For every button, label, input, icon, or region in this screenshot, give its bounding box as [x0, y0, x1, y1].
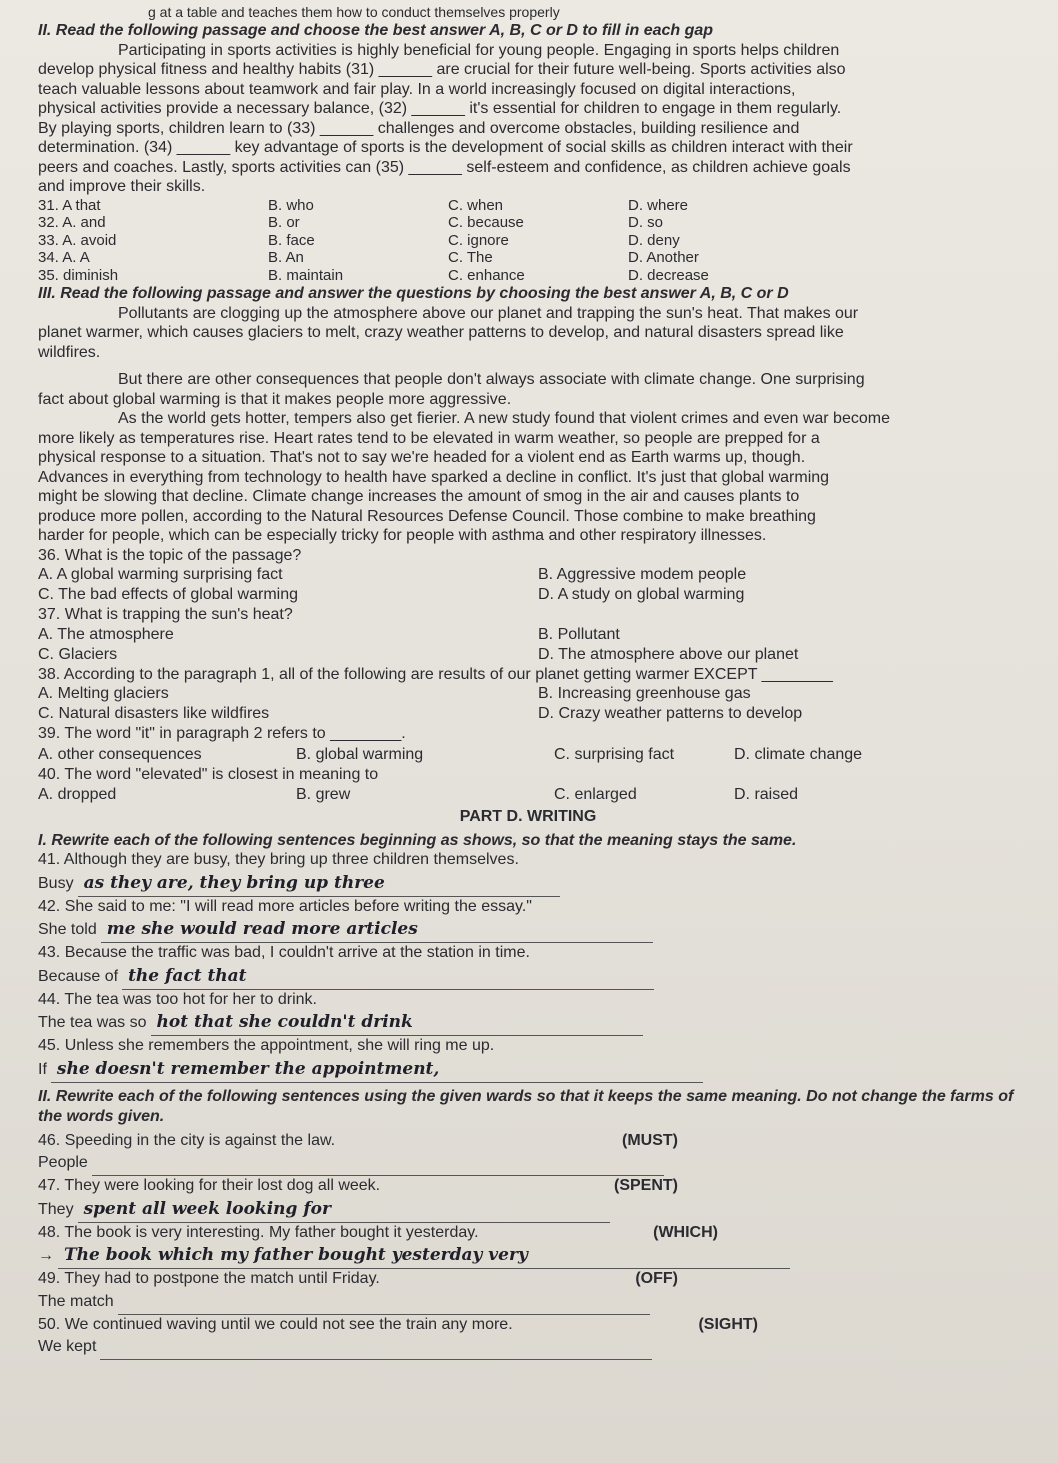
- option: 34. A. A: [38, 249, 90, 266]
- part2-options: [38, 197, 1018, 285]
- answer-option: C. The bad effects of global warming: [38, 586, 298, 603]
- rewrite-question: 41. Although they are busy, they bring up three children themselves.: [38, 851, 519, 868]
- option: 35. diminish: [38, 266, 119, 284]
- part2-instruction: II. Read the following passage and choose the best answer A, B, C or D to fill in each gap: [38, 22, 714, 39]
- answer-option: B. Aggressive modem people: [538, 566, 747, 583]
- question-text: 40. The word "elevated" is closest in meaning to: [38, 765, 379, 783]
- passage-line: peers and coaches. Lastly, sports activities can (35) ______ self-esteem and confidence, as children achieve goals: [38, 158, 851, 176]
- question-39: [38, 724, 1018, 765]
- keyword: (SIGHT): [698, 1315, 758, 1333]
- rewrite-question: 47. They were looking for their lost dog all week.: [38, 1177, 381, 1194]
- rewrite-question: 48. The book is very interesting. My father bought it yesterday.: [38, 1223, 479, 1241]
- passage-line: harder for people, which can be especially tricky for people with asthma and other respiratory illnesses.: [38, 527, 767, 544]
- answer-option: C. surprising fact: [554, 745, 675, 763]
- option-row: [38, 249, 1018, 267]
- option: C. enhance: [448, 266, 525, 284]
- option: B. who: [268, 196, 314, 214]
- rewrite-49: [38, 1269, 1018, 1315]
- rewrite-question: 44. The tea was too hot for her to drink.: [38, 990, 317, 1008]
- rewrite-46: [38, 1131, 1018, 1177]
- option: D. decrease: [628, 266, 709, 284]
- keyword: (MUST): [622, 1131, 678, 1149]
- rewrite-start: If: [38, 1060, 47, 1078]
- rewrite-42: [38, 897, 1018, 944]
- passage-line: develop physical fitness and healthy habits (31) ______ are crucial for their future well-being. Sports activities also: [38, 61, 846, 78]
- answer-option: D. The atmosphere above our planet: [538, 645, 799, 663]
- rewrite-question: 42. She said to me: "I will read more articles before writing the essay.": [38, 897, 532, 915]
- passage-line: fact about global warming is that it makes people more aggressive.: [38, 390, 512, 408]
- passage-line: determination. (34) ______ key advantage of sports is the development of social skills as children interact with their: [38, 139, 853, 156]
- passage-line: planet warmer, which causes glaciers to melt, crazy weather patterns to develop, and natural disasters spread like: [38, 324, 844, 341]
- option: B. face: [268, 231, 315, 249]
- rewrite-start: Because of: [38, 967, 119, 985]
- passage-line: Advances in everything from technology to health have sparked a decline in conflict. It's just that global warming: [38, 468, 830, 486]
- answer-option: C. Glaciers: [38, 645, 118, 663]
- writing-instruction-1: I. Rewrite each of the following sentences beginning as shows, so that the meaning stays the same.: [38, 831, 797, 849]
- answer-field[interactable]: me she would read more articles: [101, 916, 653, 943]
- answer-field[interactable]: she doesn't remember the appointment,: [51, 1056, 703, 1083]
- answer-option: A. dropped: [38, 786, 117, 803]
- option: 31. A that: [38, 196, 101, 214]
- rewrite-question: 49. They had to postpone the match until Friday.: [38, 1270, 380, 1287]
- rewrite-start: They: [38, 1200, 74, 1218]
- passage-line: more likely as temperatures rise. Heart rates tend to be elevated in warm weather, so people are prepped for a: [38, 429, 820, 447]
- passage-line: might be slowing that decline. Climate change increases the amount of smog in the air and causes plants to: [38, 488, 800, 505]
- keyword: (SPENT): [614, 1177, 678, 1194]
- answer-option: C. enlarged: [554, 786, 637, 803]
- option-row: [38, 214, 1018, 232]
- rewrite-47: [38, 1176, 1018, 1223]
- option: B. or: [268, 214, 300, 231]
- option-row: [38, 197, 1018, 215]
- part2-passage: [38, 41, 1018, 197]
- option: 33. A. avoid: [38, 231, 117, 249]
- option: 32. A. and: [38, 214, 106, 231]
- passage-line: teach valuable lessons about teamwork and fair play. In a world increasingly focused on digital interactions,: [38, 80, 796, 98]
- question-text: 38. According to the paragraph 1, all of the following are results of our planet getting warmer EXCEPT ________: [38, 665, 833, 683]
- keyword: (OFF): [635, 1270, 678, 1287]
- rewrite-50: [38, 1315, 1018, 1361]
- rewrite-start: Busy: [38, 874, 74, 892]
- rewrite-start: The match: [38, 1292, 114, 1310]
- answer-option: B. grew: [296, 786, 351, 803]
- passage-line: physical response to a situation. That's not to say we're headed for a violent end as Earth warms up, though.: [38, 449, 806, 466]
- keyword: (WHICH): [653, 1223, 718, 1241]
- option: C. The: [448, 249, 493, 266]
- answer-option: A. The atmosphere: [38, 625, 174, 643]
- rewrite-48: [38, 1223, 1018, 1270]
- rewrite-start: She told: [38, 921, 97, 938]
- rewrite-start: People: [38, 1154, 88, 1171]
- question-text: 39. The word "it" in paragraph 2 refers to ________.: [38, 725, 406, 742]
- option: D. Another: [628, 249, 699, 266]
- question-36: [38, 546, 1018, 606]
- answer-option: D. A study on global warming: [538, 586, 745, 603]
- answer-option: B. global warming: [296, 745, 424, 763]
- passage-line: But there are other consequences that people don't always associate with climate change. One surprising: [118, 371, 865, 388]
- rewrite-41: [38, 850, 1018, 897]
- answer-option: D. climate change: [734, 745, 863, 763]
- option: B. maintain: [268, 266, 344, 284]
- question-37: [38, 605, 1018, 665]
- answer-option: A. A global warming surprising fact: [38, 566, 283, 583]
- answer-option: D. Crazy weather patterns to develop: [538, 705, 803, 722]
- rewrite-45: [38, 1036, 1018, 1083]
- passage-line: wildfires.: [38, 343, 101, 361]
- rewrite-start: The tea was so: [38, 1014, 147, 1031]
- passage-line: By playing sports, children learn to (33) ______ challenges and overcome obstacles, building resilience and: [38, 119, 800, 137]
- question-text: 36. What is the topic of the passage?: [38, 546, 302, 564]
- answer-option: B. Pollutant: [538, 625, 620, 643]
- rewrite-question: 50. We continued waving until we could not see the train any more.: [38, 1315, 513, 1333]
- part3-instruction: III. Read the following passage and answer the questions by choosing the best answer A, B, C or D: [38, 285, 789, 302]
- question-38: [38, 665, 1018, 725]
- question-text: 37. What is trapping the sun's heat?: [38, 606, 293, 623]
- option: D. where: [628, 196, 689, 214]
- option: C. ignore: [448, 231, 509, 249]
- option-row: [38, 267, 1018, 285]
- answer-option: B. Increasing greenhouse gas: [538, 685, 751, 702]
- passage-line: physical activities provide a necessary balance, (32) ______ it's essential for children to engage in them regularly.: [38, 100, 842, 117]
- rewrite-question: 46. Speeding in the city is against the law.: [38, 1131, 336, 1149]
- passage-line: and improve their skills.: [38, 178, 206, 195]
- answer-option: D. raised: [734, 786, 799, 803]
- rewrite-43: [38, 943, 1018, 990]
- answer-field[interactable]: spent all week looking for: [78, 1196, 610, 1223]
- passage-line: As the world gets hotter, tempers also get fierier. A new study found that violent crimes and even war become: [118, 410, 890, 427]
- writing-instruction-2: II. Rewrite each of the following sentences using the given wards so that it keeps the same meaning. Do not change the farms of the words given.: [38, 1087, 1014, 1125]
- answer-field[interactable]: The book which my father bought yesterday very: [58, 1242, 790, 1269]
- answer-field[interactable]: the fact that: [122, 963, 654, 990]
- passage-line: Participating in sports activities is highly beneficial for young people. Engaging in sports helps children: [118, 41, 840, 59]
- rewrite-44: [38, 990, 1018, 1037]
- rewrite-question: 45. Unless she remembers the appointment, she will ring me up.: [38, 1037, 495, 1054]
- answer-field[interactable]: as they are, they bring up three: [78, 870, 560, 897]
- option: D. so: [628, 214, 664, 231]
- answer-option: A. other consequences: [38, 745, 202, 763]
- answer-field[interactable]: hot that she couldn't drink: [151, 1009, 643, 1036]
- part-d-heading: PART D. WRITING: [459, 808, 597, 825]
- rewrite-start: We kept: [38, 1338, 97, 1355]
- option: C. when: [448, 196, 504, 214]
- answer-field[interactable]: [100, 1359, 652, 1360]
- part3-passage: [38, 304, 1018, 546]
- option: B. An: [268, 249, 304, 266]
- passage-line: Pollutants are clogging up the atmosphere above our planet and trapping the sun's heat. That makes our: [118, 304, 859, 322]
- answer-option: C. Natural disasters like wildfires: [38, 705, 270, 722]
- question-40: [38, 765, 1018, 806]
- answer-option: A. Melting glaciers: [38, 685, 169, 702]
- option-row: [38, 232, 1018, 250]
- arrow-icon: →: [38, 1247, 54, 1264]
- top-fragment: g at a table and teaches them how to conduct themselves properly: [148, 4, 560, 20]
- passage-line: produce more pollen, according to the Natural Resources Defense Council. Those combine to make breathing: [38, 507, 816, 525]
- rewrite-question: 43. Because the traffic was bad, I couldn't arrive at the station in time.: [38, 944, 530, 961]
- option: C. because: [448, 214, 524, 231]
- option: D. deny: [628, 231, 680, 249]
